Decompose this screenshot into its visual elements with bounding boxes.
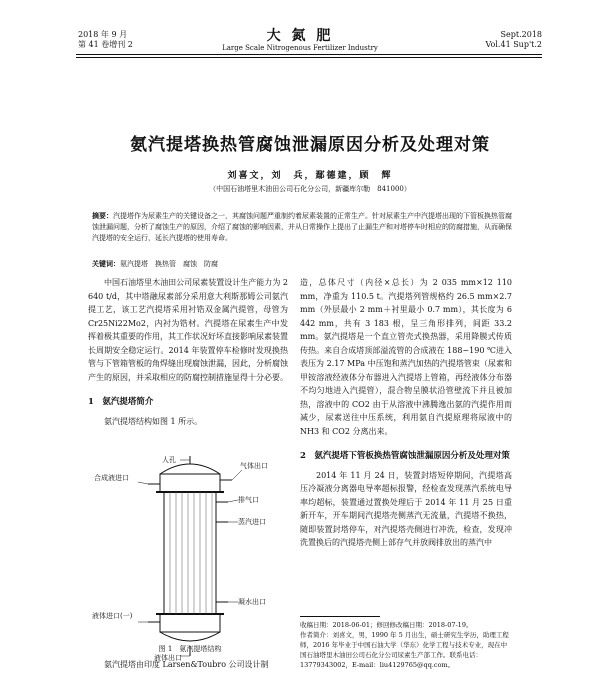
right-column	[300, 276, 512, 550]
label-steam-inlet: 蒸汽进口	[238, 518, 266, 526]
footnote	[300, 620, 512, 670]
issue-volume-cn: 第 41 卷增刊 2	[78, 40, 133, 49]
keywords	[92, 258, 512, 270]
intro-paragraph: 中国石油塔里木油田公司尿素装置设计生产能力为 2 640 t/d，其中塔融尿素部分采用意大利斯那姆公司氨汽提工艺，该工艺汽提塔采用衬锆双金属汽提管，母管为 Cr25Ni22Mo2，内衬为锆材。汽提塔在尿素生产中发挥着极其重要的作用，其工作状况好坏直接影响尿素装置长周期安全稳定运行。2014 年装置停车检修时发现换热管与下管箱管板的角焊缝出现腐蚀泄漏，因此，分析腐蚀产生的原因，并采取相应的防腐控制措施显得十分必要。	[88, 278, 288, 382]
label-bottom-inlet: 液体进口(一)	[92, 612, 133, 620]
issue-date-cn: 2018 年 9 月	[78, 30, 128, 39]
figure-caption: 图 1 氨汽提塔结构	[158, 645, 222, 653]
running-header-left	[78, 30, 133, 50]
footnote-received: 收稿日期：2018-06-01；修回修改稿日期：2018-07-19。	[300, 621, 473, 629]
keywords-text: 氨汽提塔 换热管 腐蚀 防腐	[120, 260, 218, 268]
shell	[164, 492, 216, 614]
label-condensate-outlet: 凝水出口	[238, 598, 266, 606]
article-affiliation: （中国石油塔里木油田公司石化分公司，新疆库尔勒 841000）	[209, 185, 411, 193]
keywords-label: 关键词：	[92, 259, 120, 268]
running-header-right	[486, 30, 542, 50]
label-liquid-outlet: 液体出口	[154, 654, 182, 662]
lower-channel	[160, 614, 220, 632]
label-vent: 排气口	[238, 496, 259, 504]
header-rule-thin	[76, 57, 542, 58]
abstract	[92, 210, 512, 244]
footnote-rule	[300, 616, 380, 617]
section-2-heading: 2 氨汽提塔下管板换热管腐蚀泄漏原因分析及处理对策	[300, 451, 510, 461]
issue-volume-en: Vol.41 Sup't.2	[485, 40, 542, 49]
section-1-text: 氨汽提塔结构如图 1 所示。	[104, 416, 203, 426]
top-dome	[160, 464, 220, 474]
label-gas-outlet: 气体出口	[240, 462, 268, 470]
equipment-description: 造，总体尺寸（内径×总长）为 2 035 mm×12 110 mm，净重为 110.5 t。汽提塔列管规格约 26.5 mm×2.7 mm（外层最小 2 mm＋衬里最小 0.7 mm），其长度为 6 442 mm，共有 3 183 根，呈三角形排列，间距 33.2 mm。氨汽提塔是一个直立管壳式换热器，采用降膜式传质传热。来自合成塔顶部溢流管的合成液在 188~190 ℃进入表压为 2.17 MPa 中压饱和蒸汽加热的汽提塔管束（尿素和甲铵溶液经液体分布器进入汽提塔上管箱，再经液体分布器不均匀地进入汽提管），混合物呈膜状沿管壁流下并且被加热，溶液中的 CO2 由于从溶液中沸腾逸出氨的汽提作用而减少，尿素送往中压系统，利用氨自汽提原理将尿液中的 NH3 和 CO2 分离出来。	[300, 278, 512, 436]
journal-name-en: Large Scale Nitrogenous Fertilizer Industry	[222, 44, 378, 52]
article-authors: 刘喜文，刘 兵，鄢德建，顾 辉	[227, 171, 393, 181]
article-title: 氨汽提塔换热管腐蚀泄漏原因分析及处理对策	[130, 135, 490, 155]
stripper-structure-figure	[92, 452, 288, 662]
footnote-author: 作者简介：刘喜文，男，1990 年 5 月出生，硕士研究生学历，助理工程师，2016 年毕业于中国石油大学（华东）化学工程与技术专业，现在中国石油塔里木油田公司石化分公司尿素生产部工作。联系电话：13779343002，E-mail：liu4129765@qq.com。	[300, 631, 509, 669]
running-header-center	[200, 28, 400, 53]
section-1-heading: 1 氨汽提塔简介	[88, 397, 154, 407]
issue-date-en: Sept.2018	[500, 30, 542, 39]
upper-channel	[160, 474, 220, 492]
section-2-text: 2014 年 11 月 24 日，装置封塔短停期间，汽提塔高压冷凝液分离器电导率超标报警，经检查发现蒸汽系统电导率均超标，装置通过置换处理后于 2014 年 11 月 25 日重新开车，开车期间汽提塔壳侧蒸汽无流量，汽提塔不换热，随即装置封塔停车，对汽提塔壳侧进行冲洗，检查，发现冲洗置换后的汽提塔壳侧上部存气并放阀排放出的蒸汽中	[300, 470, 512, 547]
bottom-dome	[160, 632, 220, 641]
header-rule-thick	[76, 54, 542, 55]
journal-name-cn: 大 氮 肥	[266, 28, 334, 44]
abstract-label: 摘要：	[92, 211, 113, 220]
tube-bundle	[170, 492, 212, 614]
label-liquid-inlet: 合成液进口	[94, 474, 129, 482]
figure-follow-text: 氨汽提塔由印度 Larsen&Toubro 公司设计制	[104, 660, 269, 669]
left-column	[88, 276, 288, 428]
label-top-inlet: 人孔	[162, 456, 176, 464]
abstract-text: 汽提塔作为尿素生产的关键设备之一，其腐蚀问题严重制约着尿素装置的正常生产。针对尿素生产中汽提塔出现的下管板换热管腐蚀泄漏问题，分析了腐蚀生产的原因，介绍了腐蚀的影响因素，并从日常操作上提出了止漏生产和对塔停车时相应的防腐措施，从而确保汽提塔的安全运行，延长汽提塔的使用寿命。	[92, 212, 512, 242]
